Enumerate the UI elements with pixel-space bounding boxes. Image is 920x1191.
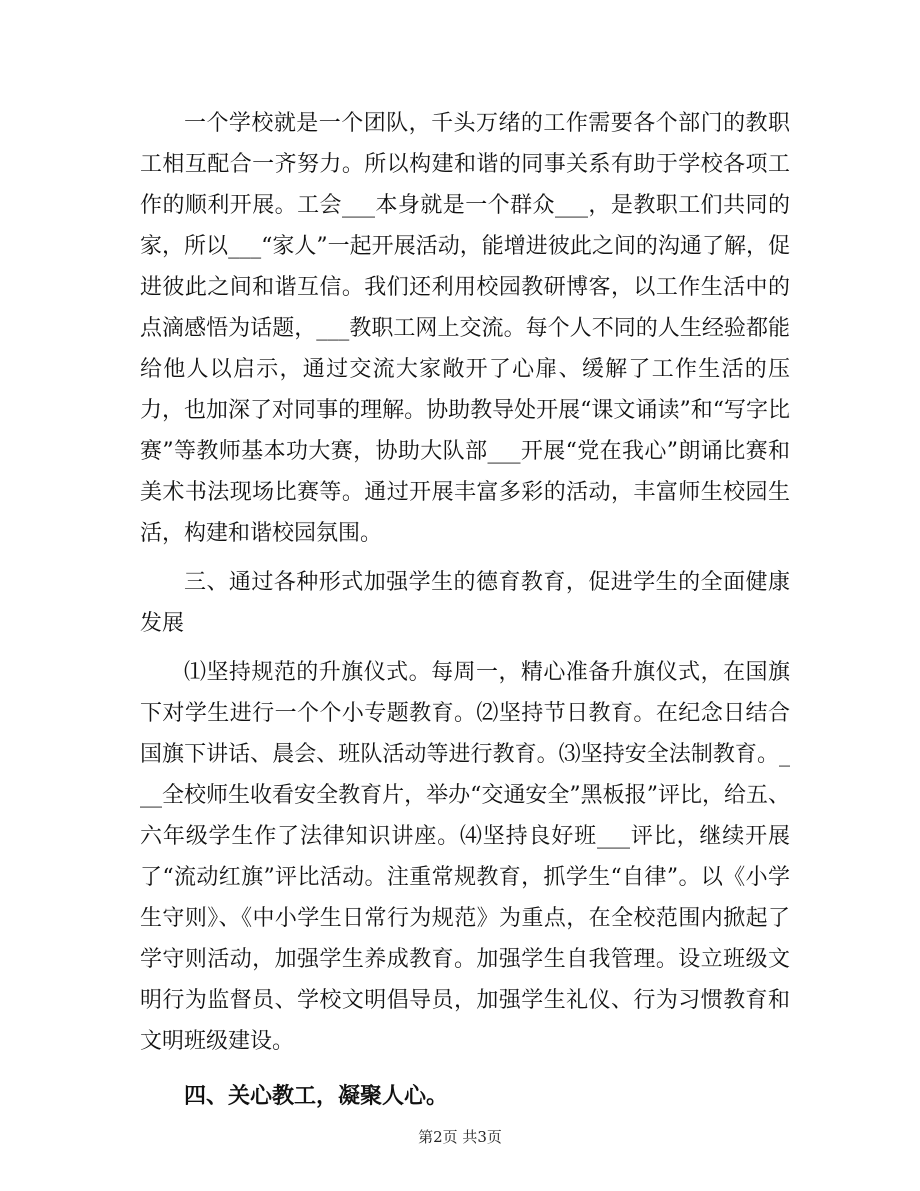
page-number-footer: 第2页 共3页 xyxy=(418,1128,502,1146)
section-heading-care-staff: 四、关心教工，凝聚人心。 xyxy=(184,1084,449,1109)
paragraph-moral-education-details: ⑴坚持规范的升旗仪式。每周一，精心准备升旗仪式，在国旗下对学生进行一个个小专题教育。⑵坚持节日教育。在纪念日结合国旗下讲话、晨会、班队活动等进行教育。⑶坚持安全法制教育。___全校师生收看安全教育片，举办“交通安全”黑板报”评比，给五、六年级学生作了法律知识讲座。⑷坚持良好班___评比，继续开展了“流动红旗”评比活动。注重常规教育，抓学生“自律”。以《小学生守则》、《中小学生日常行为规范》为重点，在全校范围内掀起了学守则活动，加强学生养成教育。加强学生自我管理。设立班级文明行为监督员、学校文明倡导员，加强学生礼仪、行为习惯教育和文明班级建设。 xyxy=(140,660,790,1054)
section-heading-moral-education: 三、通过各种形式加强学生的德育教育，促进学生的全面健康发展 xyxy=(140,570,790,636)
paragraph-union-activities: 一个学校就是一个团队，千头万绪的工作需要各个部门的教职工相互配合一齐努力。所以构建和谐的同事关系有助于学校各项工作的顺利开展。工会___本身就是一个群众___，是教职工们共同的家，所以___“家人”一起开展活动，能增进彼此之间的沟通了解，促进彼此之间和谐互信。我们还利用校园教研博客，以工作生活中的点滴感悟为话题，___教职工网上交流。每个人不同的人生经验都能给他人以启示，通过交流大家敞开了心扉、缓解了工作生活的压力，也加深了对同事的理解。协助教导处开展“课文诵读”和“写字比赛”等教师基本功大赛，协助大队部___开展“党在我心”朗诵比赛和美术书法现场比赛等。通过开展丰富多彩的活动，丰富师生校园生活，构建和谐校园氛围。 xyxy=(140,111,790,546)
document-body xyxy=(140,103,790,1117)
